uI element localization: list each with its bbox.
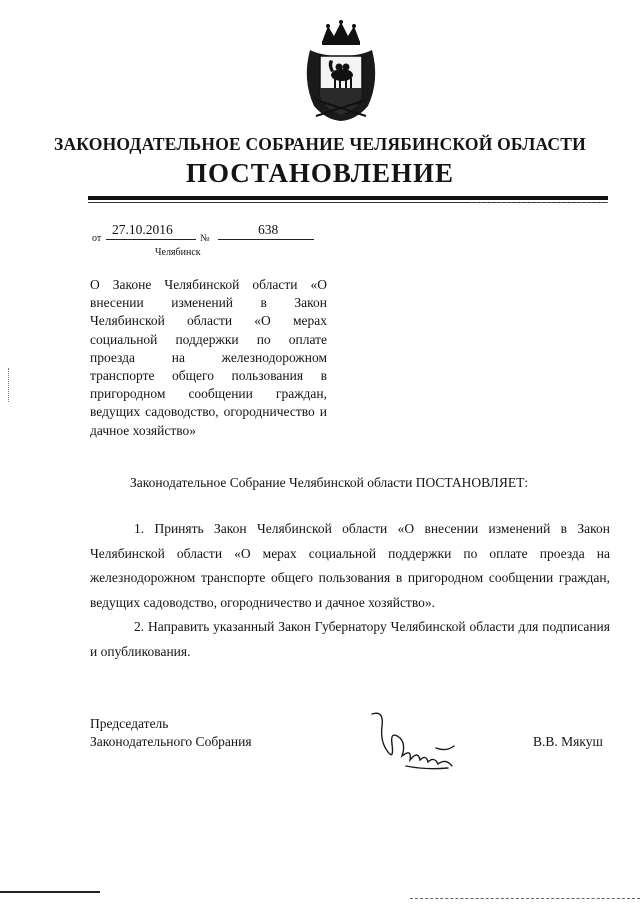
document-subject: О Законе Челябинской области «О внесении изменений в Закон Челябинской области «О мерах социальной поддержки по оплате проезда на железнодорожном транспорте общего пользования в пригородном сообщении граждан, ведущих садоводство, огородничество и дачное хозяйство» bbox=[90, 277, 327, 438]
signatory-name: В.В. Мякуш bbox=[533, 734, 603, 749]
header-divider-dashed bbox=[470, 202, 608, 203]
document-number: 638 bbox=[258, 222, 279, 237]
handwritten-signature bbox=[366, 708, 462, 774]
from-label: от bbox=[92, 233, 102, 244]
date-underline bbox=[106, 239, 196, 240]
organization-title: ЗАКОНОДАТЕЛЬНОЕ СОБРАНИЕ ЧЕЛЯБИНСКОЙ ОБЛАСТИ bbox=[54, 134, 586, 154]
scan-bottom-dashes bbox=[410, 898, 640, 899]
document-date: 27.10.2016 bbox=[112, 222, 173, 237]
resolution-item-2: 2. Направить указанный Закон Губернатору Челябинской области для подписания и опубликования. bbox=[90, 619, 610, 659]
coat-of-arms-emblem bbox=[300, 20, 382, 122]
signatory-position-line2: Законодательного Собрания bbox=[90, 734, 252, 749]
document-type: ПОСТАНОВЛЕНИЕ bbox=[185, 158, 455, 188]
preamble: Законодательное Собрание Челябинской области ПОСТАНОВЛЯЕТ: bbox=[130, 475, 529, 490]
number-underline bbox=[218, 239, 314, 240]
city: Челябинск bbox=[155, 247, 201, 258]
scan-bottom-line bbox=[0, 891, 100, 893]
number-label: № bbox=[200, 233, 210, 244]
scan-edge-mark bbox=[8, 368, 11, 402]
header-divider-thick bbox=[88, 196, 608, 200]
signatory-position-line1: Председатель bbox=[90, 716, 169, 731]
crown-icon bbox=[322, 20, 360, 45]
resolution-item-1: 1. Принять Закон Челябинской области «О внесении изменений в Закон Челябинской области «О мерах социальной поддержки по оплате проезда на железнодорожном транспорте общего пользования в пригородном сообщении граждан, ведущих садоводство, огородничество и дачное хозяйство». bbox=[90, 521, 610, 610]
